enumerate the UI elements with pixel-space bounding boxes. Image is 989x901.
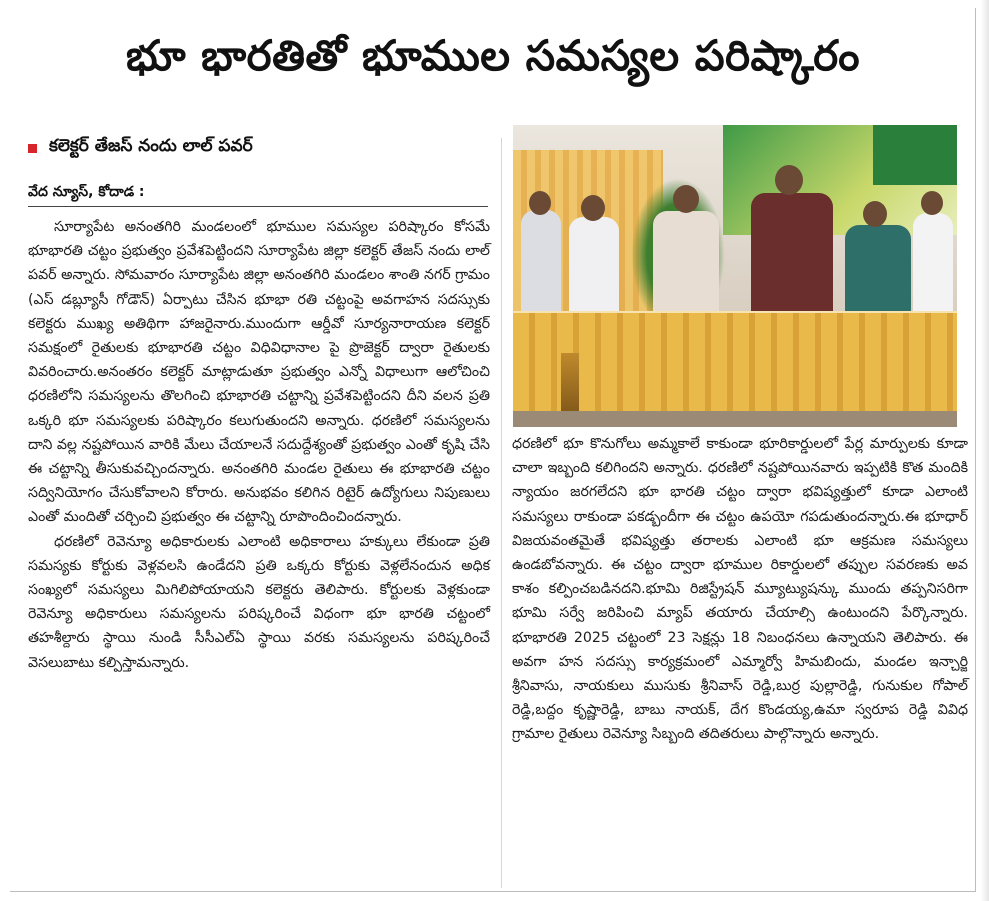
subheadline xyxy=(28,135,253,161)
article-paragraph: ధరణిలో రెవెన్యూ అధికారులకు ఎలాంటి అధికారాలు హక్కులు లేకుండా ప్రతి సమస్యకు కోర్టుకు వెళ్లవలసి ఉండేదని ప్రతి ఒక్కరు కోర్టుకు వెళ్లలేనందున అధిక సంఖ్యలో సమస్యలు మిగిలిపోయాయని కలెక్టరు తెలిపారు. కోర్టులకు వెళ్లకుండా రెవెన్యూ అధికారులు సమస్యలను పరిష్కరించే విధంగా భూ భారతి చట్టంలో తహశీల్దారు స్థాయి నుండి సీసీఎల్ఏ స్థాయి వరకు సమస్యలను పరిష్కరించే వెసలుబాటు కల్పిస్తామన్నారు. xyxy=(28,533,490,671)
subheadline-text: కలెక్టర్ తేజస్ నందు లాల్ పవర్ xyxy=(49,136,253,156)
newspaper-clipping xyxy=(10,8,976,892)
byline-divider xyxy=(28,206,488,207)
byline: వేద న్యూస్, కోదాడ : xyxy=(28,184,145,200)
article-right-column xyxy=(512,432,968,747)
page-edge xyxy=(981,0,989,901)
event-photo xyxy=(513,125,957,427)
article-paragraph: ధరణిలో భూ కొనుగోలు అమ్మకాలే కాకుండా భూరికార్డులలో పేర్ల మార్పులకు కూడా చాలా ఇబ్బంది కలిగిందని అన్నారు. ధరణిలో నష్టపోయినవారు ఇప్పటికి కొత మందికి న్యాయం జరగలేదని భూ భారతి చట్టం ద్వారా భవిష్యత్తులో కూడా ఎలాంటి సమస్యలు రాకుండా పకడ్బందీగా ఈ చట్టం ఉపయో గపడుతుందన్నారు.ఈ భూధార్ విజయవంతమైతే భవిష్యత్తు తరాలకు ఎలాంటి భూ ఆక్రమణ సమస్యలు ఉండబోవన్నారు. ఈ చట్టం ద్వారా భూముల రికార్డులలో తప్పుల సవరణకు అవ కాశం కల్పించబడినదని.భూమి రిజిస్ట్రేషన్ మ్యూట్యుషన్కు ముందు తప్పనిసరిగా భూమి సర్వే జరిపించి మ్యాప్ తయారు చేయాల్సి ఉంటుందని పేర్కొన్నారు. భూభారతి 2025 చట్టంలో 23 సెక్షన్లు 18 నిబంధనలు ఉన్నాయని తెలిపారు. ఈ అవగా హన సదస్సు కార్యక్రమంలో ఎమ్మార్వో హిమబిందు, మండల ఇన్చార్జి శ్రీనివాసు, నాయకులు ముసుకు శ్రీనివాస్ రెడ్డి,బుర్ర పుల్లారెడ్డి, గునుకుల గోపాల్ రెడ్డి,బద్దం కృష్ణారెడ్డి, బాబు నాయక్, దేగ కొండయ్య,ఉమా స్వరూప రెడ్డి వివిధ గ్రామాల రైతులు రెవెన్యూ సిబ్బంది తదితరులు పాల్గొన్నారు అన్నారు. xyxy=(512,436,968,743)
square-bullet-icon xyxy=(28,144,37,153)
article-left-column xyxy=(28,215,490,675)
column-divider xyxy=(501,138,502,888)
headline: భూ భారతితో భూముల సమస్యల పరిష్కారం xyxy=(125,31,861,80)
article-paragraph: సూర్యాపేట అనంతగిరి మండలంలో భూముల సమస్యల పరిష్కారం కోసమే భూభారతి చట్టం ప్రభుత్వం ప్రవేశపెట్టిందని సూర్యాపేట జిల్లా కలెక్టర్ తేజస్ నందు లాల్ పవర్ అన్నారు. సోమవారం సూర్యాపేట జిల్లా అనంతగిరి మండలం శాంతి నగర్ గ్రామం (ఎస్ డబ్ల్యూసీ గోడౌన్) ఏర్పాటు చేసిన భూభా రతి చట్టంపై అవగాహన సదస్సుకు కలెక్టరు ముఖ్య అతిథిగా హాజరైనారు.ముందుగా ఆర్డీవో సూర్యనారాయణ కలెక్టర్ సమక్షంలో రైతులకు భూభారతి చట్టం విధివిధానాల పై ప్రొజెక్టర్ ద్వారా రైతులకు వివరించారు.అనంతరం కలెక్టర్ మాట్లాడుతూ ప్రభుత్వం ఎన్నో విధాలుగా ఆలోచించి ధరణిలోని సమస్యలను తొలగించి భూభారతి చట్టాన్ని ప్రవేశపెట్టిందని దీని వలన ప్రతి ఒక్కరి భూ సమస్యలకు పరిష్కారం కలుగుతుందని అన్నారు. ధరణిలో సమస్యలను దాని వల్ల నష్టపోయిన వారికి మేలు చేయాలనే సదుద్దేశ్యంతో ప్రభుత్వం ఎంతో కృషి చేసి ఈ చట్టాన్ని తీసుకువచ్చిందన్నారు. అనంతగిరి మండల రైతులు ఈ భూభారతి చట్టం సద్వినియోగం చేసుకోవాలని కోరారు. అనుభవం కలిగిన రిటైర్ ఉద్యోగులు నిపుణులు ఎంతో మందితో చర్చించి ప్రభుత్వం ఈ చట్టాన్ని రూపొందించిందన్నారు. xyxy=(28,219,490,526)
